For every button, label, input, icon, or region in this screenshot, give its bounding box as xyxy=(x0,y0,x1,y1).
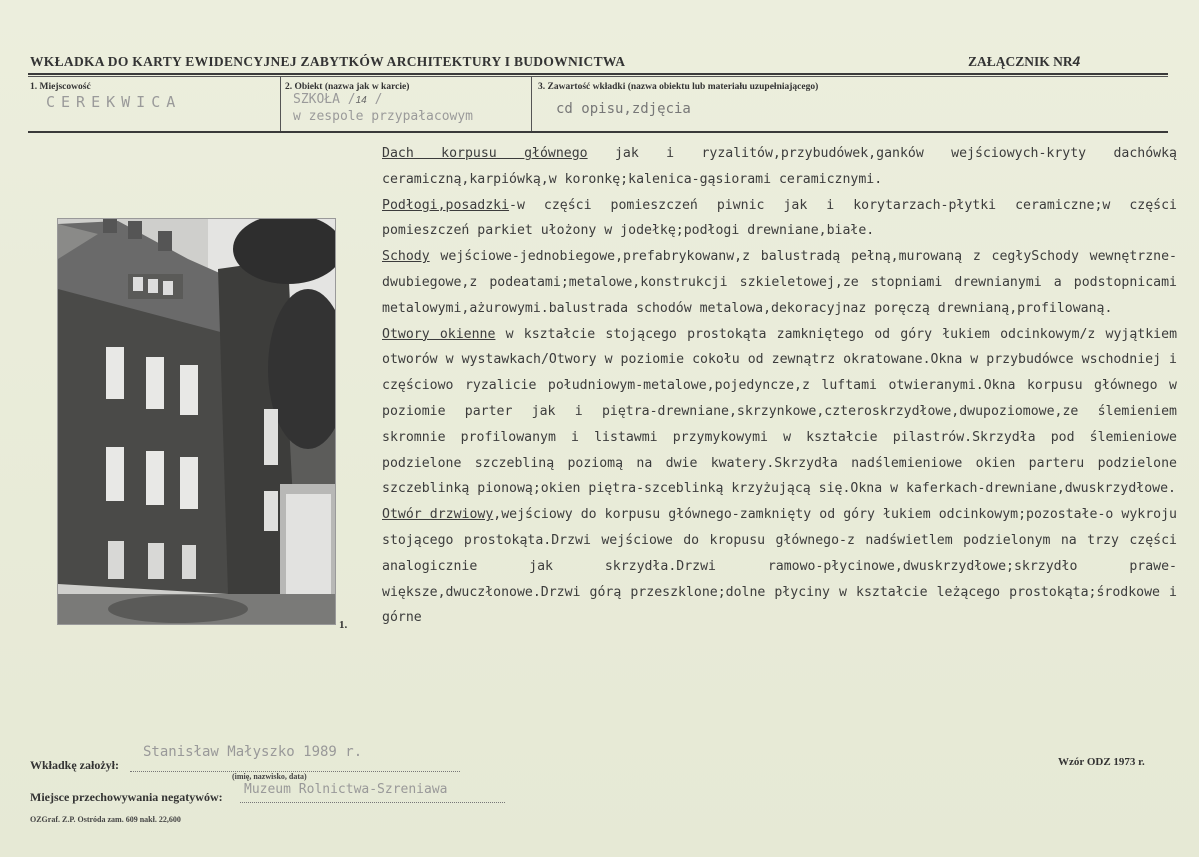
field-divider-2 xyxy=(531,77,532,131)
header-rule-top xyxy=(28,73,1168,75)
windows-paragraph xyxy=(382,322,1177,503)
description-body xyxy=(382,141,1177,631)
negatives-location-label: Miejsce przechowywania negatywów: xyxy=(30,790,223,804)
roof-paragraph xyxy=(382,141,1177,193)
card-title: WKŁADKA DO KARTY EWIDENCYJNEJ ZABYTKÓW ARCHITEKTURY I BUDOWNICTWA xyxy=(30,54,626,69)
negatives-location-line xyxy=(240,801,505,803)
locality-label: 1. Miejscowość xyxy=(30,82,91,92)
inserted-by-label: Wkładkę założył: xyxy=(30,758,119,772)
windows-heading: Otwory okienne xyxy=(382,326,496,342)
annex-label xyxy=(968,54,1080,70)
field-divider-1 xyxy=(280,77,281,131)
windows-text: w kształcie stojącego prostokąta zamkniętego od góry łukiem odcinkowym/z wyjątkiem otworów w wystawkach/Otwory w poziomie cokołu od zewnątrz okratowane.Okna w przybudówce wschodniej i częściowo ryzalicie południowym-metalowe,pojedyncze,z luftami otwieranymi.Okna korpusu głównego w poziomie parter jak i piętra-drewniane,skrzynkowe,czteroskrzydłowe,dwupoziomowe,ze ślemieniem skromnie profilowanym i listawmi przymykowymi w kształcie pilastrów.Skrzydła pod ślemieniowe podzielone szczebliną poziomą na dwie kwatery.Skrzydła nadślemieniowe okien parteru podzielone szczeblinką pionową;okien piętra-szceblinką krzyżującą się.Okna w kaferkach-drewniane,dwuskrzydłowe. xyxy=(382,326,1178,497)
door-heading: Otwór drzwiowy xyxy=(382,507,494,523)
object-value-number: 14 xyxy=(355,95,367,106)
annex-number: 4 xyxy=(1072,54,1081,69)
object-label: 2. Obiekt (nazwa jak w karcie) xyxy=(285,82,410,92)
floors-paragraph xyxy=(382,193,1177,245)
stairs-text: wejściowe-jednobiegowe,prefabrykowanw,z balustradą pełną,murowaną z cegłySchody wewnętrzne-dwubiegowe,z podeatami;metalowe,konstrukcji szkieletowej,ze stopniami drewnianymi a podstopnicami metalowymi,ażurowymi.balustrada schodów metalowa,dekoracyjnaz poręczą drewnianą,profilowaną. xyxy=(382,249,1177,316)
school-building-image xyxy=(58,219,335,624)
object-value-close: / xyxy=(374,92,383,107)
locality-value: CEREKWICA xyxy=(46,93,182,111)
header-rule-bottom xyxy=(28,131,1168,133)
contents-value: cd opisu,zdjęcia xyxy=(556,101,691,117)
object-value-line1 xyxy=(293,92,382,107)
roof-text: jak i ryzalitów,przybudówek,ganków wejściowych-kryty dachówką ceramiczną,karpiówką,w koronkę;kalenica-gąsiorami ceramicznymi. xyxy=(382,146,1177,187)
stairs-paragraph xyxy=(382,244,1177,321)
stairs-heading: Schody xyxy=(382,249,430,265)
building-photo xyxy=(57,218,336,625)
header-rule-mid xyxy=(28,76,1168,77)
roof-heading: Dach korpusu głównego xyxy=(382,146,588,161)
door-text: ,wejściowy do korpusu głównego-zamknięty od góry łukiem odcinkowym;pozostałe-o wykroju stojącego prostokąta.Drzwi wejściowe do kropusu głównego-z nadświetlem podzielonym na trzy części analogicznie jak skrzydła.Drzwi ramowo-płycinowe,dwuskrzydłowe;skrzydło prawe-większe,dwuczłonowe.Drzwi górą przeszklone;dolne płyciny w kształcie leżącego prostokąta;środkowe i górne xyxy=(382,507,1177,626)
object-value-name: SZKOŁA / xyxy=(293,92,356,107)
printer-info: OZGraf. Z.P. Ostróda zam. 609 nakł. 22,600 xyxy=(30,815,181,824)
inserted-by-value: Stanisław Małyszko 1989 r. xyxy=(143,744,363,760)
annex-label-text: ZAŁĄCZNIK NR xyxy=(968,54,1073,69)
contents-label: 3. Zawartość wkładki (nazwa obiektu lub materiału uzupełniającego) xyxy=(538,82,819,92)
inserted-by-hint: (imię, nazwisko, data) xyxy=(232,772,307,781)
floors-heading: Podłogi,posadzki xyxy=(382,197,510,213)
form-model: Wzór ODZ 1973 r. xyxy=(1058,756,1145,768)
door-paragraph xyxy=(382,502,1177,631)
floors-text: -w części pomieszczeń piwnic jak i korytarzach-płytki ceramiczne;w części pomieszczeń parkiet ułożony w jodełkę;podłogi drewniane,białe. xyxy=(382,197,1177,239)
object-value-line2: w zespole przypałacowym xyxy=(293,109,474,124)
photo-number: 1. xyxy=(339,619,348,631)
negatives-location-value: Muzeum Rolnictwa-Szreniawa xyxy=(244,782,448,797)
